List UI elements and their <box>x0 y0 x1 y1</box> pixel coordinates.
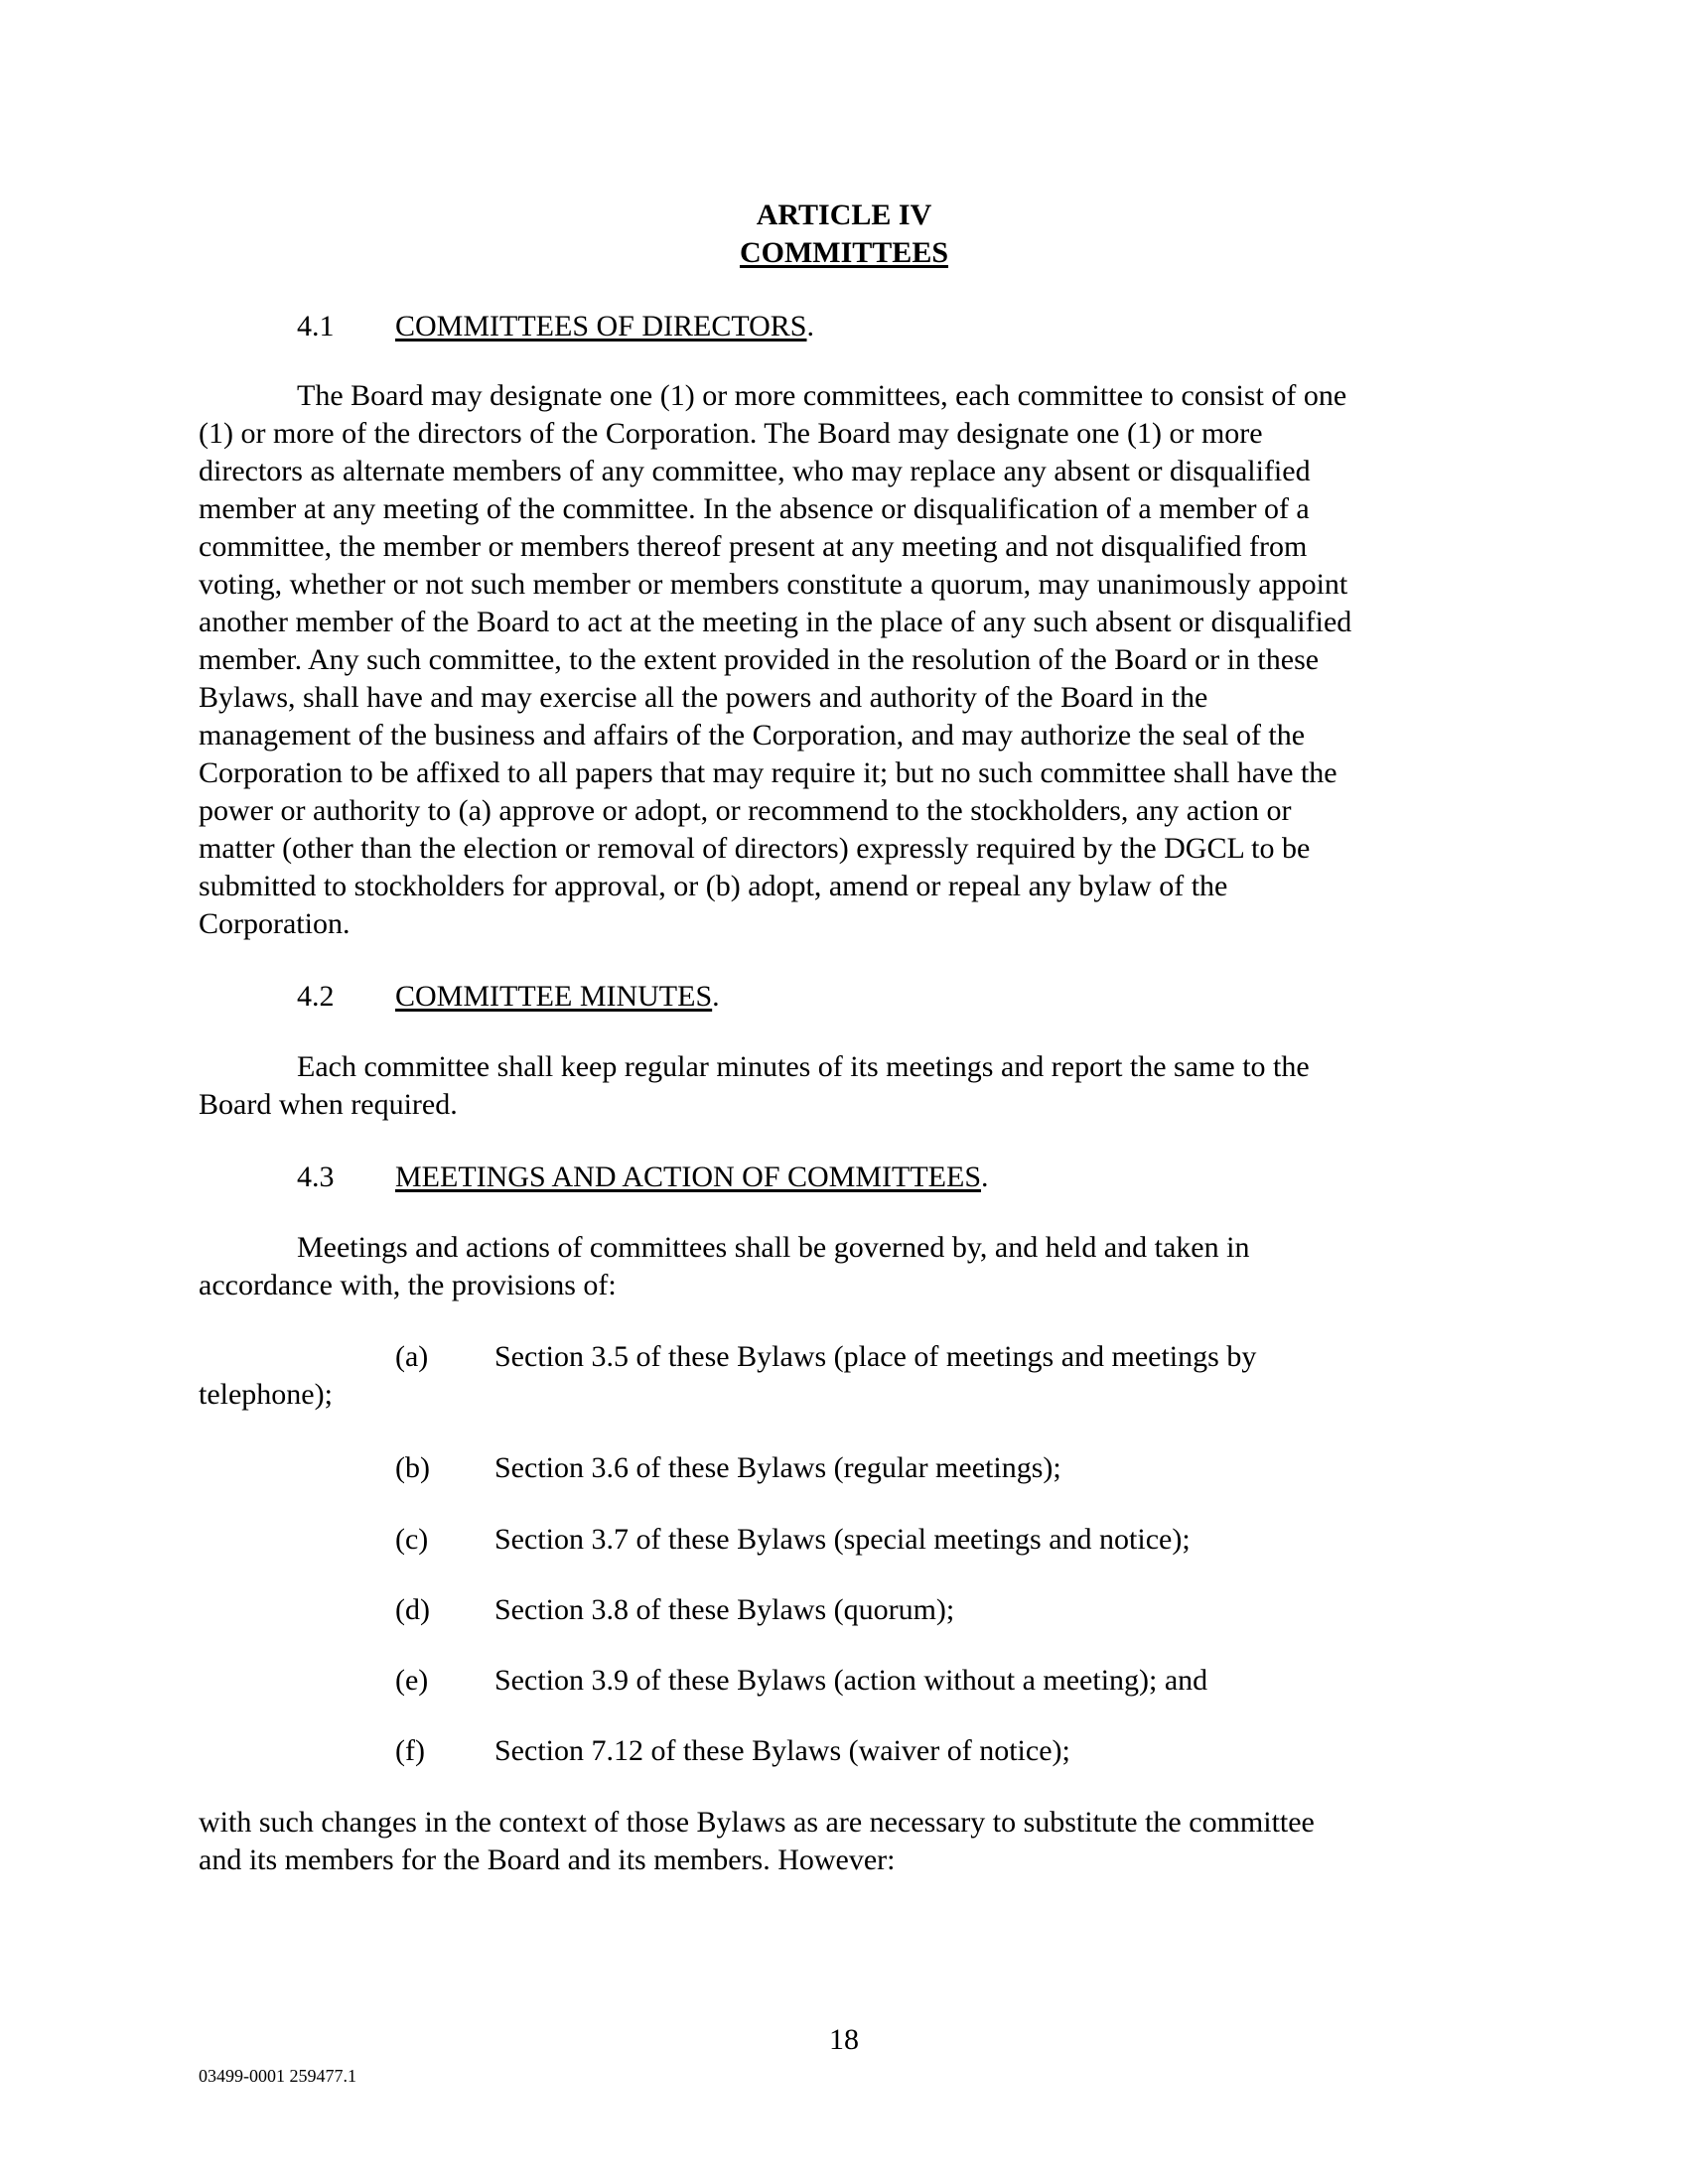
list-item-label: (d) <box>395 1593 430 1626</box>
page-number: 18 <box>829 2023 859 2056</box>
list-item-text: Section 3.7 of these Bylaws (special meetings and notice); <box>494 1523 1191 1556</box>
list-item-label: (e) <box>395 1664 429 1697</box>
section-4-1-line: (1) or more of the directors of the Corporation. The Board may designate one (1) or more <box>199 417 1263 450</box>
list-item-continuation: telephone); <box>199 1378 333 1411</box>
list-item-text: Section 3.5 of these Bylaws (place of meetings and meetings by <box>494 1340 1257 1373</box>
article-title: COMMITTEES <box>739 236 949 269</box>
section-4-1-line: Bylaws, shall have and may exercise all the powers and authority of the Board in the <box>199 681 1208 714</box>
list-item-text: Section 3.9 of these Bylaws (action without a meeting); and <box>494 1664 1208 1697</box>
section-4-1-line: power or authority to (a) approve or adopt, or recommend to the stockholders, any action or <box>199 794 1292 827</box>
section-4-1-line: voting, whether or not such member or members constitute a quorum, may unanimously appoint <box>199 568 1348 601</box>
section-4-1-line: management of the business and affairs of the Corporation, and may authorize the seal of the <box>199 719 1306 751</box>
section-4-1-line: another member of the Board to act at the meeting in the place of any such absent or disqualified <box>199 606 1352 638</box>
list-item-text: Section 3.6 of these Bylaws (regular meetings); <box>494 1451 1061 1484</box>
section-4-1-line: directors as alternate members of any committee, who may replace any absent or disqualified <box>199 455 1311 487</box>
section-4-3-heading: MEETINGS AND ACTION OF COMMITTEES. <box>395 1160 989 1193</box>
closing-line: and its members for the Board and its members. However: <box>199 1843 896 1876</box>
list-item-label: (a) <box>395 1340 429 1373</box>
section-4-1-line: The Board may designate one (1) or more committees, each committee to consist of one <box>297 379 1347 412</box>
section-4-2-line: Board when required. <box>199 1088 458 1121</box>
list-item-text: Section 7.12 of these Bylaws (waiver of notice); <box>494 1734 1070 1767</box>
section-4-1-line: Corporation. <box>199 907 351 940</box>
list-item-label: (b) <box>395 1451 430 1484</box>
article-number: ARTICLE IV <box>756 199 932 231</box>
closing-line: with such changes in the context of those Bylaws as are necessary to substitute the committee <box>199 1806 1315 1839</box>
list-item-label: (c) <box>395 1523 429 1556</box>
list-item-label: (f) <box>395 1734 425 1767</box>
section-4-2-number: 4.2 <box>297 980 335 1013</box>
section-4-1-line: Corporation to be affixed to all papers that may require it; but no such committee shall have the <box>199 756 1337 789</box>
document-id: 03499-0001 259477.1 <box>199 2066 356 2086</box>
section-4-1-line: matter (other than the election or removal of directors) expressly required by the DGCL to be <box>199 832 1311 865</box>
section-4-1-line: member at any meeting of the committee. In the absence or disqualification of a member of a <box>199 492 1310 525</box>
section-4-1-line: member. Any such committee, to the extent provided in the resolution of the Board or in these <box>199 643 1320 676</box>
section-4-2-line: Each committee shall keep regular minutes of its meetings and report the same to the <box>297 1050 1310 1083</box>
list-item-text: Section 3.8 of these Bylaws (quorum); <box>494 1593 955 1626</box>
section-4-2-heading: COMMITTEE MINUTES. <box>395 980 720 1013</box>
section-4-1-number: 4.1 <box>297 310 335 342</box>
section-4-1-line: submitted to stockholders for approval, or (b) adopt, amend or repeal any bylaw of the <box>199 870 1228 902</box>
section-4-3-number: 4.3 <box>297 1160 335 1193</box>
section-4-3-line: accordance with, the provisions of: <box>199 1269 617 1301</box>
section-4-3-line: Meetings and actions of committees shall be governed by, and held and taken in <box>297 1231 1250 1264</box>
section-4-1-line: committee, the member or members thereof present at any meeting and not disqualified from <box>199 530 1308 563</box>
section-4-1-heading: COMMITTEES OF DIRECTORS. <box>395 310 814 342</box>
